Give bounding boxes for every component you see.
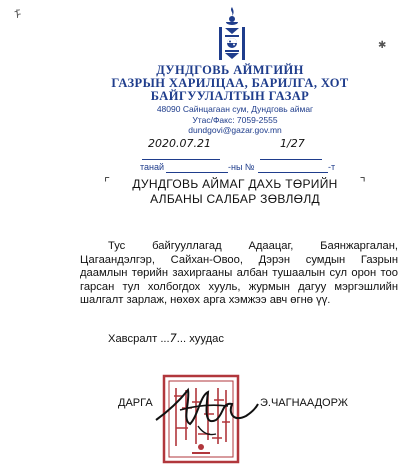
date-underline	[142, 159, 220, 160]
recipient-line-1: ДУНДГОВЬ АЙМАГ ДАХЬ ТӨРИЙН	[132, 177, 338, 191]
number-underline	[260, 159, 322, 160]
their-date-underline	[166, 172, 228, 173]
signer-name: Э.ЧАГНААДОРЖ	[260, 397, 348, 409]
corner-mark: ᠮ	[14, 8, 22, 22]
org-title-line-2: ГАЗРЫН ХАРИЛЦАА, БАРИЛГА, ХОТ	[111, 76, 349, 90]
signer-title: ДАРГА	[118, 397, 153, 409]
body-paragraph: Тус байгууллагад Адаацаг, Баянжаргалан, Цагаандэлгэр, Сайхан-Овоо, Дэрэн сумдын Газрын даамлын төрийн захиргааны албан тушаалын сул орон тоо гарсан тул холбогдох хууль, журмын дагуу мэргэшлийн шалгалт зарлаж, нөхөх арга хэмжээ авч өгнө үү.	[80, 240, 398, 306]
handwritten-number: 1/27	[280, 137, 305, 150]
org-title-line-3: БАЙГУУЛАЛТЫН ГАЗАР	[150, 89, 310, 103]
handwritten-date: 2020.07.21	[148, 137, 211, 150]
recipient-line-2: АЛБАНЫ САЛБАР ЗӨВЛӨЛД	[150, 192, 320, 206]
attachment-unit: хуудас	[189, 333, 224, 345]
attachment-line: Хавсралт ...7... хуудас	[108, 332, 224, 345]
attachment-page-count: 7	[169, 332, 177, 345]
handwritten-signature	[150, 380, 260, 440]
attachment-label: Хавсралт	[108, 333, 158, 345]
address-street: 48090 Сайнцагаан сум, Дундговь аймаг	[156, 104, 314, 114]
their-number-underline	[258, 172, 328, 173]
number-label: -ны №	[228, 162, 255, 172]
recipient-bracket-right: ⌝	[359, 175, 366, 190]
org-title-line-1: ДУНДГОВЬ АЙМГИЙН	[156, 63, 304, 77]
recipient-bracket-left: ⌜	[104, 175, 111, 190]
reference-suffix: -т	[328, 162, 336, 172]
soyombo-emblem-icon	[215, 6, 249, 62]
address-phone: Утас/Факс: 7059-2555	[192, 114, 278, 125]
organization-address	[150, 104, 320, 136]
reference-line	[130, 137, 340, 172]
recipient-block	[104, 175, 366, 207]
organization-title	[80, 64, 380, 103]
address-email: dundgovi@gazar.gov.mn	[188, 125, 282, 135]
letter-body	[80, 240, 398, 308]
star-mark: ✱	[378, 40, 387, 51]
date-label: танай	[140, 162, 165, 172]
